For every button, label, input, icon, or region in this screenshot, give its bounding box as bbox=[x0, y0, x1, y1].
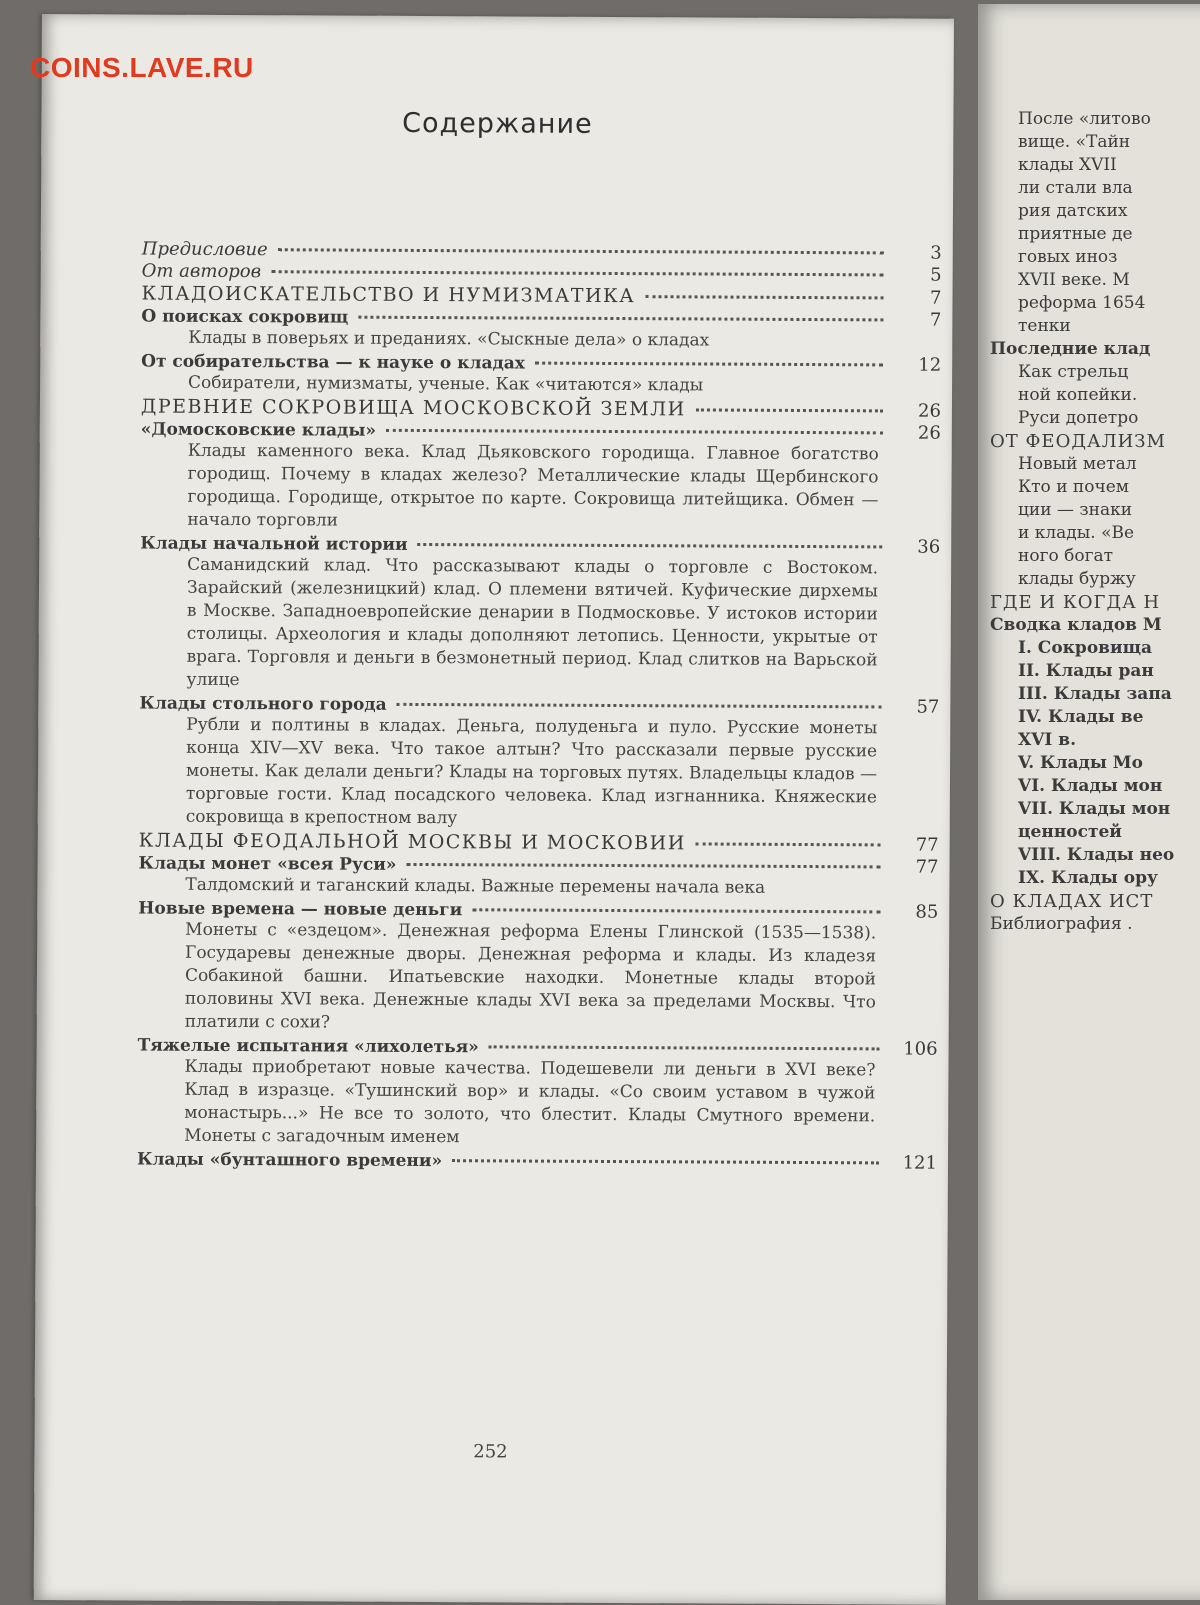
toc-entry-title: Клады «бунташного времени» bbox=[136, 1149, 443, 1172]
toc-entry-description: Монеты с «ездецом». Денежная реформа Елены Глинской (1535—1538). Государевы денежные дворы. Денежная реформа и клады. Из кладезя Собакиной башни. Ипатьевские находки. Монетные клады второй половины XVI века. Денежные клады XVI века за пределами Москвы. Что платили с сохи? bbox=[184, 919, 877, 1033]
toc-entry-title: КЛАДОИСКАТЕЛЬСТВО И НУМИЗМАТИКА bbox=[141, 282, 636, 308]
dot-leader bbox=[645, 295, 883, 299]
toc-entry-row bbox=[137, 1149, 937, 1174]
right-page-line: ОТ ФЕОДАЛИЗМ bbox=[990, 431, 1166, 452]
toc-entry-row bbox=[141, 283, 941, 309]
toc-entry-row bbox=[139, 830, 939, 856]
toc-entry-page: 77 bbox=[915, 834, 939, 856]
toc-entry bbox=[141, 306, 941, 354]
right-page-line: Последние клад bbox=[990, 339, 1151, 359]
right-page-line: говых иноз bbox=[1018, 247, 1118, 267]
toc-entry bbox=[138, 853, 938, 901]
right-page-line: ного богат bbox=[1018, 546, 1114, 566]
toc-entry-description: Рубли и полтины в кладах. Деньга, полуденьга и пуло. Русские монеты конца XIV—XV века. Что такое алтын? Что рассказали первые русские монеты. Как делали деньги? Клады на торговых путях. Владельцы кладов — торговые гости. Клад посадского человека. Клад изгнанника. Княжеские сокровища в крепостном валу bbox=[185, 714, 878, 829]
toc-entry-title: Клады стольного города bbox=[139, 693, 387, 715]
toc-entry-page: 26 bbox=[917, 422, 941, 444]
right-page-line: клады буржу bbox=[1018, 569, 1136, 589]
dot-leader bbox=[696, 408, 883, 412]
dot-leader bbox=[472, 908, 880, 913]
toc-entry-title: Клады монет «всея Руси» bbox=[138, 853, 397, 875]
toc-entry bbox=[142, 261, 942, 286]
toc-entry-title: Новые времена — новые деньги bbox=[138, 898, 463, 921]
toc-entry bbox=[141, 283, 941, 309]
toc-entry-page: 7 bbox=[930, 287, 942, 309]
toc-entry-description: Талдомский и таганский клады. Важные перемены начала века bbox=[185, 874, 766, 898]
right-page-line: ной копейки. bbox=[1018, 385, 1138, 405]
right-page-line: клады XVII bbox=[1018, 155, 1117, 175]
dot-leader bbox=[406, 863, 880, 868]
toc-entry bbox=[142, 239, 942, 264]
page-title: Содержание bbox=[402, 107, 593, 140]
toc-entry-title: От авторов bbox=[141, 260, 262, 283]
right-page-line: VII. Клады мон bbox=[1018, 799, 1171, 819]
right-page-line: II. Клады ран bbox=[1018, 661, 1154, 681]
dot-leader bbox=[278, 248, 884, 254]
dot-leader bbox=[397, 703, 882, 709]
right-page-line: тенки bbox=[1018, 316, 1071, 336]
right-page-line: IV. Клады ве bbox=[1018, 707, 1144, 727]
right-page-line: ценностей bbox=[1018, 822, 1122, 842]
dot-leader bbox=[271, 270, 884, 276]
right-page-line: приятные де bbox=[1018, 224, 1133, 244]
dot-leader bbox=[452, 1159, 879, 1164]
right-page-line: I. Сокровища bbox=[1018, 638, 1152, 658]
toc-entry-page: 85 bbox=[915, 901, 939, 923]
toc-entry-page: 36 bbox=[917, 536, 941, 558]
right-page-text bbox=[990, 108, 1200, 936]
toc-entry bbox=[137, 1035, 938, 1152]
right-page-line: ции — знаки bbox=[1018, 500, 1133, 520]
dot-leader bbox=[489, 1045, 880, 1050]
dot-leader bbox=[358, 316, 883, 322]
right-page-line: После «литово bbox=[1018, 109, 1151, 129]
toc-entry-title: ДРЕВНИЕ СОКРОВИЩА МОСКОВСКОЙ ЗЕМЛИ bbox=[140, 395, 686, 421]
dot-leader bbox=[386, 429, 883, 435]
toc-entry-title: О поисках сокровищ bbox=[141, 306, 349, 328]
toc-entry-description: Клады каменного века. Клад Дьяковского городища. Главное богатство городищ. Почему в кладах железо? Металлические клады Щербинского городища. Городище, открытое по карте. Сокровища литейщика. Обмен — начало торговли bbox=[187, 440, 879, 531]
toc-entry-title: От собирательства — к науке о кладах bbox=[141, 351, 526, 374]
toc-entry-page: 106 bbox=[903, 1038, 938, 1060]
right-page-line: Руси допетро bbox=[1018, 408, 1139, 428]
toc-entry bbox=[138, 898, 939, 1038]
toc-entry-description: Саманидский клад. Что рассказывают клады о торговле с Востоком. Зарайский (железницкий) клад. О племени вятичей. Куфические дирхемы в Москве. Западноевропейские денарии в Подмосковье. У истоков истории столицы. Археология и клады дополняют летопись. Ценности, укрытые от врага. Торговля и деньги в безмонетный период. Клад слитков на Варьской улице bbox=[186, 554, 879, 691]
right-page-line: вище. «Тайн bbox=[1018, 132, 1131, 152]
toc-entry bbox=[141, 351, 941, 399]
right-page-line: III. Клады запа bbox=[1018, 684, 1172, 704]
toc-entry-title: КЛАДЫ ФЕОДАЛЬНОЙ МОСКВЫ И МОСКОВИИ bbox=[138, 829, 686, 855]
dot-leader bbox=[696, 842, 881, 846]
right-page-line: IX. Клады ору bbox=[1018, 868, 1158, 888]
book-page-right bbox=[978, 4, 1200, 1600]
dot-leader bbox=[418, 543, 883, 548]
toc-entry-title: «Домосковские клады» bbox=[140, 419, 377, 441]
toc-entry-title: Клады начальной истории bbox=[140, 533, 408, 555]
right-page-line: Новый метал bbox=[1018, 454, 1137, 474]
right-page-line: О КЛАДАХ ИСТ bbox=[990, 891, 1154, 912]
toc-entry bbox=[141, 396, 941, 422]
toc-entry bbox=[139, 533, 940, 696]
right-page-line: Библиография . bbox=[990, 914, 1133, 934]
right-page-line: Сводка кладов М bbox=[990, 615, 1162, 635]
right-page-line: рия датских bbox=[1018, 201, 1128, 221]
toc-entry-row bbox=[141, 396, 941, 422]
table-of-contents bbox=[137, 239, 942, 1175]
right-page-line: VI. Клады мон bbox=[1018, 776, 1163, 796]
right-page-line: Кто и почем bbox=[1018, 477, 1130, 497]
right-page-line: и клады. «Ве bbox=[1018, 523, 1135, 543]
toc-entry-title: Предисловие bbox=[141, 238, 268, 261]
right-page-line: ГДЕ И КОГДА Н bbox=[990, 592, 1161, 613]
toc-entry-row bbox=[142, 239, 942, 264]
toc-entry-page: 77 bbox=[915, 856, 939, 878]
right-page-line: XVI в. bbox=[1018, 730, 1076, 750]
toc-entry-description: Клады приобретают новые качества. Подешевели ли деньги в XVI веке? Клад в изразце. «Тушинский вор» и клады. «Со своим уставом в чужой монастырь...» Не все то золото, что блестит. Клады Смутного времени. Монеты с загадочным именем bbox=[184, 1056, 876, 1148]
right-page-line: реформа 1654 bbox=[1018, 293, 1146, 313]
toc-entry-title: Тяжелые испытания «лихолетья» bbox=[137, 1035, 479, 1058]
dot-leader bbox=[535, 362, 883, 367]
toc-entry bbox=[139, 693, 940, 833]
toc-entry bbox=[140, 419, 941, 536]
right-page-line: ли стали вла bbox=[1018, 178, 1133, 198]
watermark-logo: COINS.LAVE.RU bbox=[30, 52, 254, 83]
toc-entry-page: 26 bbox=[917, 400, 941, 422]
toc-entry-page: 7 bbox=[929, 309, 942, 331]
right-page-line: Как стрельц bbox=[1018, 362, 1129, 382]
toc-entry-page: 3 bbox=[930, 242, 942, 264]
toc-entry-page: 5 bbox=[930, 264, 942, 286]
toc-entry-page: 57 bbox=[916, 696, 940, 718]
toc-entry bbox=[139, 830, 939, 856]
right-page-line: XVII веке. М bbox=[1018, 270, 1130, 290]
right-page-line: V. Клады Мо bbox=[1018, 753, 1143, 773]
toc-entry-page: 12 bbox=[918, 354, 942, 376]
page-number: 252 bbox=[473, 1441, 508, 1463]
right-page-line: VIII. Клады нео bbox=[1018, 845, 1175, 865]
book-page-left bbox=[34, 14, 954, 1605]
toc-entry-row bbox=[142, 261, 942, 286]
toc-entry-page: 121 bbox=[902, 1152, 938, 1174]
toc-entry-description: Клады в поверьях и преданиях. «Сыскные дела» о кладах bbox=[188, 327, 710, 351]
toc-entry-description: Собиратели, нумизматы, ученые. Как «читаются» клады bbox=[188, 372, 704, 396]
toc-entry bbox=[137, 1149, 937, 1174]
